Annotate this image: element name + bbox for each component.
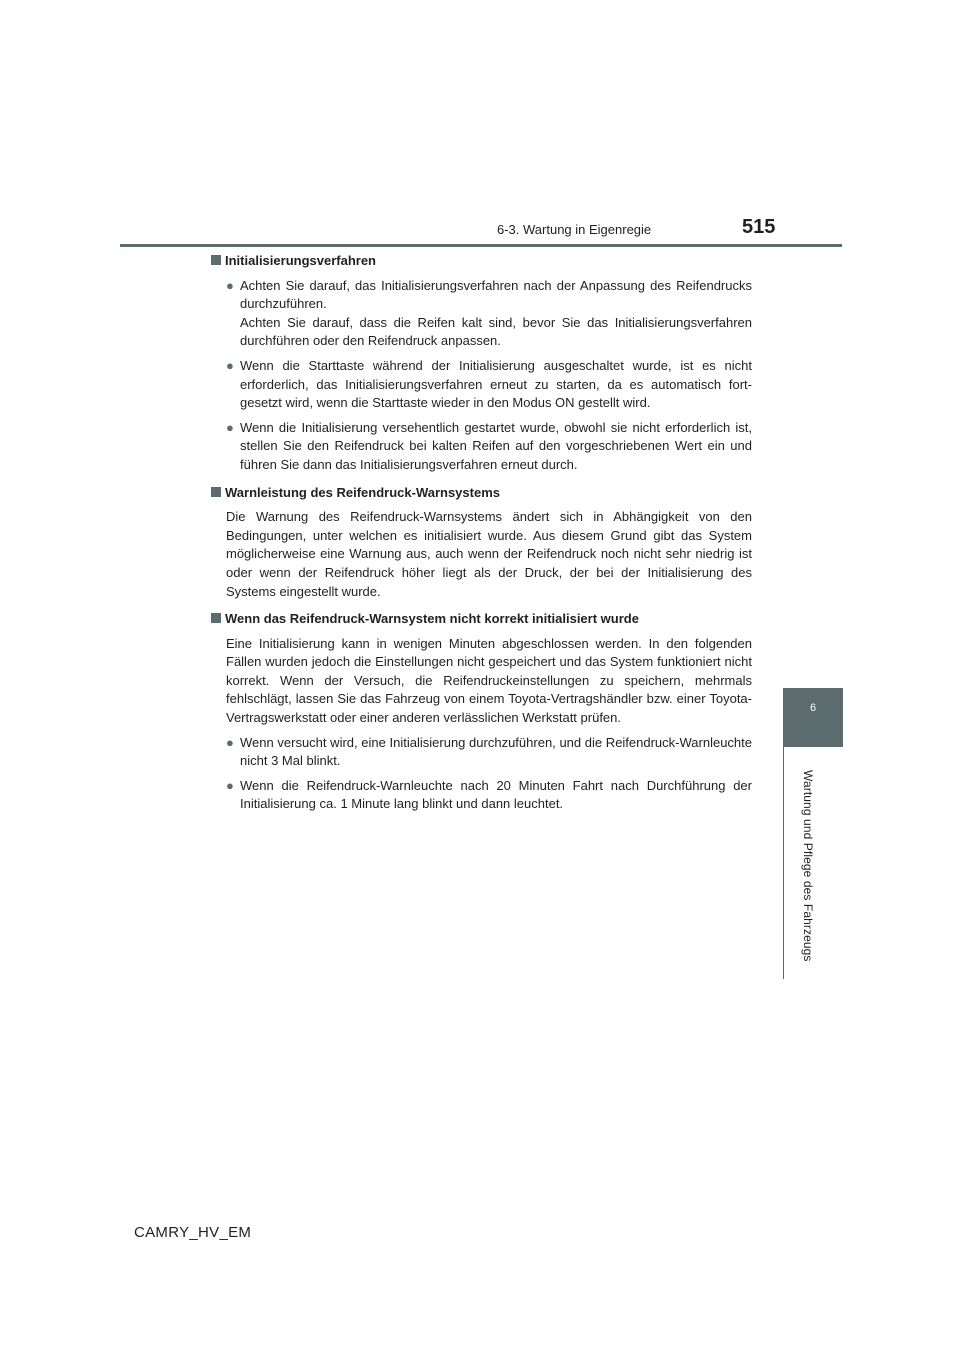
chapter-title: Wartung und Pflege des Fahrzeugs (801, 770, 815, 962)
circle-bullet-icon: ● (226, 734, 234, 750)
list-item (211, 357, 752, 413)
list-item-text: Wenn die Reifendruck-Warnleuchte nach 20 Minuten Fahrt nach Durchführung der Initialisierung ca. 1 Minute lang blinkt und dann leuchtet. (240, 777, 752, 812)
list-item-text: Wenn die Starttaste während der Initialisierung ausgeschaltet wurde, ist es nicht erforderlich, das Initialisierungsverfahren erneut zu starten, da es automatisch fortgesetzt wird, wenn die Starttaste wieder in den Modus ON gestellt wird. (240, 357, 752, 411)
square-bullet-icon (211, 613, 221, 623)
list-item-text: Wenn die Initialisierung versehentlich gestartet wurde, obwohl sie nicht erforderlich ist, stellen Sie den Reifendruck bei kalten Reifen auf den vorgeschriebenen Wert ein und führen Sie dann das Initialisierungsverfahren erneut durch. (240, 419, 752, 472)
list-item (211, 277, 752, 351)
circle-bullet-icon: ● (226, 777, 234, 793)
list-item-text: Achten Sie darauf, das Initialisierungsverfahren nach der Anpassung des Reifendrucks durchzuführen. (240, 277, 752, 312)
section-heading-text: Initialisierungsverfahren (225, 253, 376, 268)
section-heading (211, 610, 752, 629)
circle-bullet-icon: ● (226, 357, 234, 373)
list-item (211, 419, 752, 475)
paragraph-text: Eine Initialisierung kann in wenigen Minuten abgeschlossen werden. In den folgenden Fällen wurden jedoch die Einstellungen nicht gespeichert und das System funktioniert nicht korrekt. Wenn der Versuch, die Reifendruckeinstellungen zu speichern, mehrmals fehlschlägt, lassen Sie das Fahrzeug von einem Toyota-Vertragshändler bzw. einer Toyota-Vertragswerkstatt oder einer anderen verlässlichen Werkstatt prüfen. (226, 635, 752, 726)
header-divider (120, 244, 842, 247)
section-paragraph (211, 635, 752, 728)
section-title: 6-3. Wartung in Eigenregie (497, 222, 652, 237)
list-item-text: Wenn versucht wird, eine Initialisierung durchzuführen, und die Reifendruck-Warnleuchte nicht 3 Mal blinkt. (240, 734, 752, 769)
chapter-number: 6 (809, 702, 817, 714)
list-item (211, 777, 752, 814)
chapter-tab (783, 688, 843, 747)
list-item (211, 734, 752, 771)
page-number: 515 (742, 216, 776, 238)
square-bullet-icon (211, 487, 221, 497)
section-paragraph (211, 508, 752, 601)
section-heading (211, 484, 752, 503)
page-content (211, 252, 752, 814)
model-code: CAMRY_HV_EM (134, 1224, 252, 1241)
list-item-text: Achten Sie darauf, dass die Reifen kalt sind, bevor Sie das Initialisierungsverfahren durchführen oder den Reifendruck anpassen. (240, 314, 752, 349)
circle-bullet-icon: ● (226, 419, 234, 435)
square-bullet-icon (211, 255, 221, 265)
section-heading (211, 252, 752, 271)
side-divider (783, 747, 784, 979)
paragraph-text: Die Warnung des Reifendruck-Warnsystems ändert sich in Abhängigkeit von den Bedingungen, unter welchen es initialisiert wurde. Aus diesem Grund gibt das System möglicherweise eine Warnung aus, auch wenn der Reifendruck noch nicht sehr niedrig ist oder wenn der Reifendruck höher liegt als der Druck, der bei der Initialisierung des Systems eingestellt wurde. (226, 509, 752, 599)
section-heading-text: Wenn das Reifendruck-Warnsystem nicht korrekt initialisiert wurde (225, 611, 639, 627)
section-heading-text: Warnleistung des Reifendruck-Warnsystems (225, 484, 500, 500)
circle-bullet-icon: ● (226, 277, 234, 293)
